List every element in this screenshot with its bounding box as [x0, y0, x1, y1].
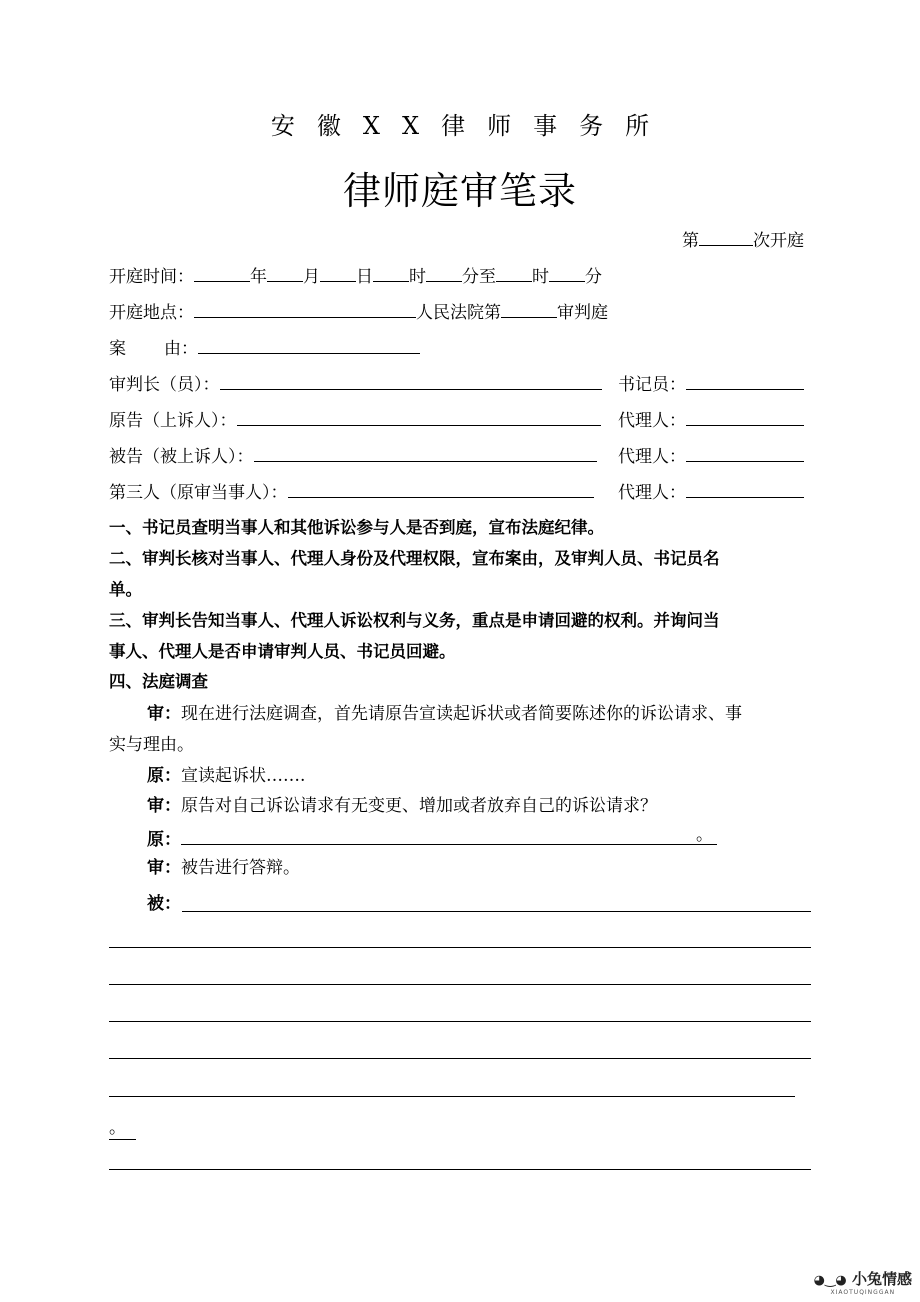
procedure-item-2: 二、审判长核对当事人、代理人身份及代理权限，宣布案由，及审判人员、书记员名	[109, 549, 720, 568]
day-blank[interactable]	[320, 263, 356, 282]
dialogue-judge-1: 审：现在进行法庭调查，首先请原告宣读起诉状或者简要陈述你的诉讼请求、事	[147, 704, 742, 724]
procedure-item-3: 三、审判长告知当事人、代理人诉讼权利与义务，重点是申请回避的权利。并询问当	[109, 611, 720, 630]
case-cause-blank[interactable]	[198, 335, 420, 354]
hearing-place-label: 开庭地点：	[109, 303, 194, 323]
year-blank[interactable]	[194, 263, 250, 282]
dialogue-judge-3: 审：被告进行答辩。	[147, 858, 300, 878]
judge-blank[interactable]	[220, 371, 602, 390]
defendant-agent-blank[interactable]	[686, 443, 804, 462]
end-minute-blank[interactable]	[549, 263, 585, 282]
dialogue-judge-2: 审：原告对自己诉讼请求有无变更、增加或者放弃自己的诉讼请求？	[147, 796, 657, 816]
defendant-row	[109, 443, 597, 468]
speaker-plaintiff: 原：	[147, 766, 181, 786]
session-blank[interactable]	[699, 227, 753, 246]
speaker-judge: 审：	[147, 704, 181, 724]
defendant-answer-line-5[interactable]	[109, 1058, 811, 1059]
defendant-answer-line-1[interactable]	[182, 911, 811, 912]
rabbit-icon: ◕‿◕	[813, 1273, 847, 1288]
dialogue-plaintiff-1: 原：宣读起诉状…….	[147, 766, 306, 786]
speaker-judge: 审：	[147, 796, 181, 816]
case-label: 案	[109, 339, 126, 359]
defendant-answer-line-3[interactable]	[109, 984, 811, 985]
hour-blank[interactable]	[373, 263, 409, 282]
month-blank[interactable]	[267, 263, 303, 282]
tribunal-number-blank[interactable]	[501, 299, 557, 318]
procedure-item-2-cont: 单。	[109, 580, 142, 599]
agent-label: 代理人：	[618, 411, 686, 431]
dialogue-judge-1-cont: 实与理由。	[109, 735, 194, 755]
agent-label: 代理人：	[618, 483, 686, 503]
plaintiff-answer-blank[interactable]: 。	[181, 826, 717, 845]
third-party-row	[109, 479, 594, 504]
judge-row	[109, 371, 602, 396]
speaker-defendant: 被：	[147, 894, 181, 914]
case-cause-row: 案 由：	[109, 335, 420, 360]
procedure-item-4: 四、法庭调查	[109, 672, 208, 691]
third-party-agent-row	[618, 479, 804, 504]
hearing-place-row: 开庭地点： 人民法院第 审判庭	[109, 299, 608, 324]
session-count: 第 次开庭	[682, 227, 804, 252]
court-name-blank[interactable]	[194, 299, 416, 318]
firm-name: 安徽XX律师事务所	[270, 112, 672, 140]
procedure-item-3-cont: 事人、代理人是否申请审判人员、书记员回避。	[109, 642, 456, 661]
plaintiff-blank[interactable]	[237, 407, 601, 426]
defendant-answer-end: 。	[109, 1117, 136, 1140]
dialogue-plaintiff-2	[147, 826, 717, 851]
dialogue-defendant	[147, 893, 181, 915]
plaintiff-agent-row	[618, 407, 804, 432]
hearing-time-label: 开庭时间：	[109, 267, 194, 287]
plaintiff-row	[109, 407, 601, 432]
judge-label: 审判长（员）：	[109, 375, 220, 395]
plaintiff-agent-blank[interactable]	[686, 407, 804, 426]
answer-line-final[interactable]	[109, 1169, 811, 1170]
agent-label: 代理人：	[618, 447, 686, 467]
clerk-blank[interactable]	[686, 371, 804, 390]
clerk-label: 书记员：	[618, 375, 686, 395]
defendant-answer-line-6[interactable]	[109, 1096, 795, 1097]
third-party-agent-blank[interactable]	[686, 479, 804, 498]
speaker-judge: 审：	[147, 858, 181, 878]
minute-blank[interactable]	[426, 263, 462, 282]
watermark-logo: ◕‿◕ 小兔情感 XIAOTUQINGGAN	[813, 1270, 912, 1296]
defendant-agent-row	[618, 443, 804, 468]
defendant-answer-line-2[interactable]	[109, 947, 811, 948]
defendant-blank[interactable]	[254, 443, 597, 462]
third-party-label: 第三人（原审当事人）：	[109, 483, 288, 503]
procedure-item-1: 一、书记员查明当事人和其他诉讼参与人是否到庭，宣布法庭纪律。	[109, 518, 604, 537]
third-party-blank[interactable]	[288, 479, 594, 498]
plaintiff-label: 原告（上诉人）：	[109, 411, 237, 431]
end-hour-blank[interactable]	[496, 263, 532, 282]
defendant-answer-line-4[interactable]	[109, 1021, 811, 1022]
clerk-row	[618, 371, 804, 396]
speaker-plaintiff: 原：	[147, 830, 181, 850]
defendant-label: 被告（被上诉人）：	[109, 447, 254, 467]
hearing-time-row: 开庭时间： 年 月 日 时 分至 时 分	[109, 263, 602, 288]
page-title: 律师庭审笔录	[342, 169, 577, 213]
